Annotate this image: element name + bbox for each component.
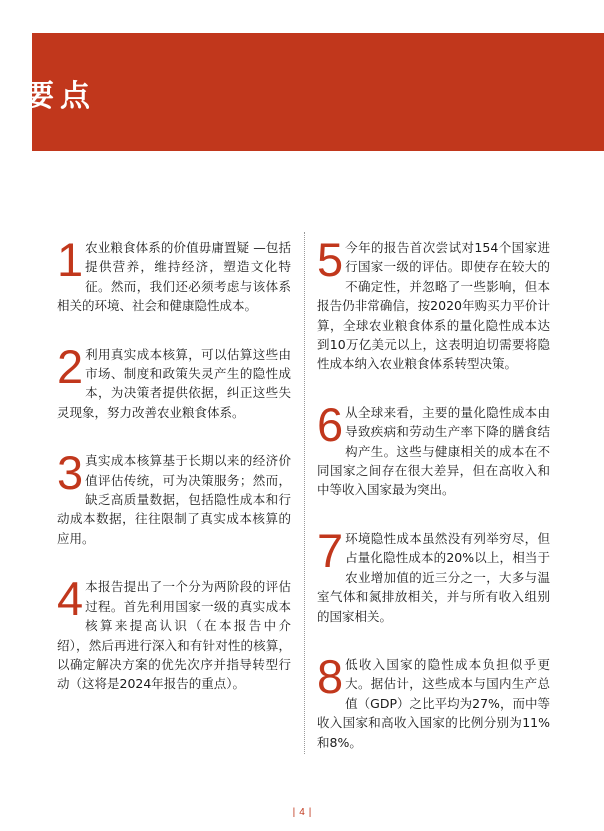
right-column [317,233,550,752]
key-point-1 [57,233,291,316]
page-number-left-bar: | [292,807,296,818]
key-point-text: 6 从全球来看，主要的量化隐性成本由导致疾病和劳动生产率下降的膳食结构产生。这些与健康相关的成本在不同国家之间存在很大差异，但在高收入和中等收入国家最为突出。 [317,397,550,498]
left-column [57,233,291,694]
key-point-text: 5 今年的报告首次尝试对154个国家进行国家一级的评估。即使存在较大的不确定性，并忽略了一些影响，但本报告仍非常确信，按2020年购买力平价计算，全球农业粮食体系的量化隐性成本达到10万亿美元以上，这表明迫切需要将隐性成本纳入农业粮食体系转型决策。 [317,233,550,372]
key-point-text: 3 真实成本核算基于长期以来的经济价值评估传统，可为决策服务；然而，缺乏高质量数据，包括隐性成本和行动成本数据，往往限制了真实成本核算的应用。 [57,446,291,546]
key-point-2 [57,339,291,423]
column-divider [304,232,305,754]
key-point-3 [57,446,291,548]
key-point-4 [57,572,291,693]
key-point-number: 6 [317,397,344,451]
key-point-5 [317,233,550,374]
key-point-number: 1 [57,233,84,286]
key-point-text: 4 本报告提出了一个分为两阶段的评估过程。首先利用国家一级的真实成本核算来提高认识（在本报告中介绍），然后再进行深入和有针对性的核算，以确定解决方案的优先次序并指导转型行动（这将是2024年报告的重点）。 [57,572,291,692]
key-point-number: 5 [317,233,344,286]
key-point-text: 1 农业粮食体系的价值毋庸置疑 —包括提供营养，维持经济，塑造文化特征。然而，我们还必须考虑与该体系相关的环境、社会和健康隐性成本。 [57,233,291,314]
key-point-text: 8 低收入国家的隐性成本负担似乎更大。据估计，这些成本与国内生产总值（GDP）之比平均为27%，而中等收入国家和高收入国家的比例分别为11%和8%。 [317,649,550,750]
key-point-text: 2 利用真实成本核算，可以估算这些由市场、制度和政策失灵产生的隐性成本，为决策者提供依据，纠正这些失灵现象，努力改善农业粮食体系。 [57,339,291,420]
page-number [0,807,604,818]
key-point-6 [317,397,550,500]
key-point-7 [317,523,550,626]
key-point-number: 4 [57,572,84,626]
key-point-number: 2 [57,339,84,393]
key-point-number: 3 [57,446,84,500]
page-title: 要点 [24,79,96,114]
page-number-right-bar: | [308,807,312,818]
header-banner [32,33,604,151]
key-point-text: 7 环境隐性成本虽然没有列举穷尽，但占量化隐性成本的20%以上，相当于农业增加值的近三分之一，大多与温室气体和氮排放相关，并与所有收入组别的国家相关。 [317,523,550,624]
key-point-number: 7 [317,523,344,577]
key-point-number: 8 [317,649,344,703]
page-number-value: 4 [299,807,305,818]
key-point-8 [317,649,550,752]
